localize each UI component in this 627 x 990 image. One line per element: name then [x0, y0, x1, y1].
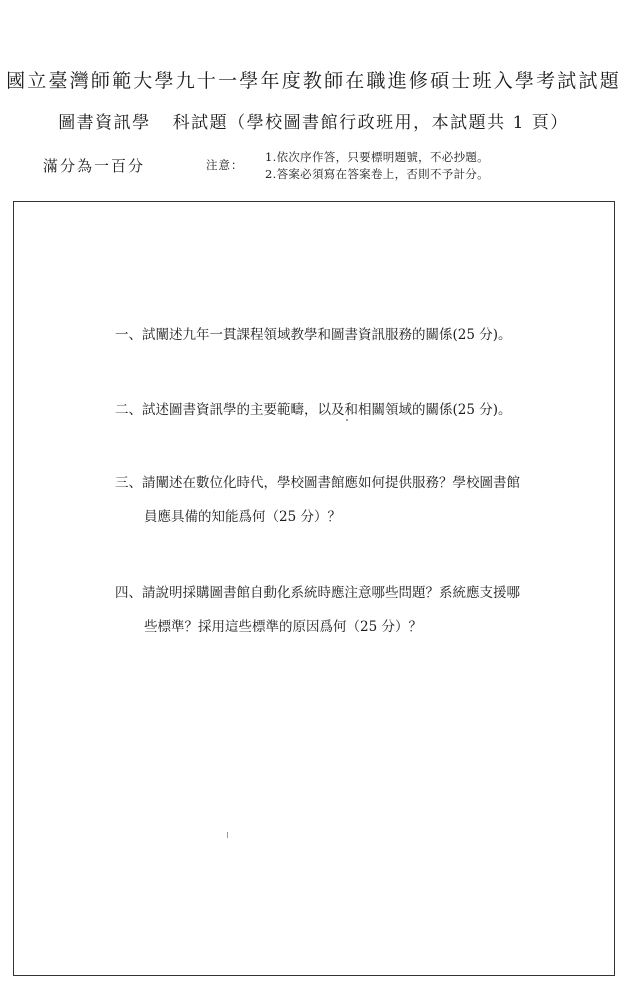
question-text-continued: 員應具備的知能爲何（25 分）？	[144, 509, 341, 525]
question-number: 一、	[115, 327, 142, 343]
question-text: 請闡述在數位化時代，學校圖書館應如何提供服務？學校圖書館	[142, 475, 520, 491]
question-text-continued: 些標準？採用這些標準的原因爲何（25 分）？	[144, 619, 422, 635]
scan-speck	[227, 832, 228, 838]
subtitle-rest: 科試題（學校圖書館行政班用，本試題共 1 頁）	[172, 113, 569, 133]
note-item: 2.答案必須寫在答案卷上，否則不予計分。	[265, 167, 489, 181]
question-number: 二、	[115, 402, 142, 418]
scan-speck	[346, 419, 348, 421]
question-1	[115, 318, 575, 352]
notes	[265, 149, 489, 183]
question-text: 試述圖書資訊學的主要範疇，以及和相關領域的關係(25 分)。	[142, 402, 512, 418]
question-4	[115, 576, 575, 644]
question-2	[115, 393, 575, 427]
full-score: 滿分為一百分	[43, 157, 146, 175]
question-text: 請說明採購圖書館自動化系統時應注意哪些問題？系統應支援哪	[142, 585, 520, 601]
question-text: 試闡述九年一貫課程領域教學和圖書資訊服務的關係(25 分)。	[142, 327, 512, 343]
subject-name: 圖書資訊學	[58, 113, 151, 133]
exam-subtitle	[0, 108, 627, 133]
exam-title: 國立臺灣師範大學九十一學年度教師在職進修碩士班入學考試試題	[6, 70, 621, 92]
question-3	[115, 466, 575, 534]
question-number: 四、	[115, 585, 142, 601]
question-number: 三、	[115, 475, 142, 491]
notes-label: 注意：	[206, 158, 244, 172]
note-item: 1.依次序作答，只要標明題號，不必抄題。	[265, 150, 489, 164]
